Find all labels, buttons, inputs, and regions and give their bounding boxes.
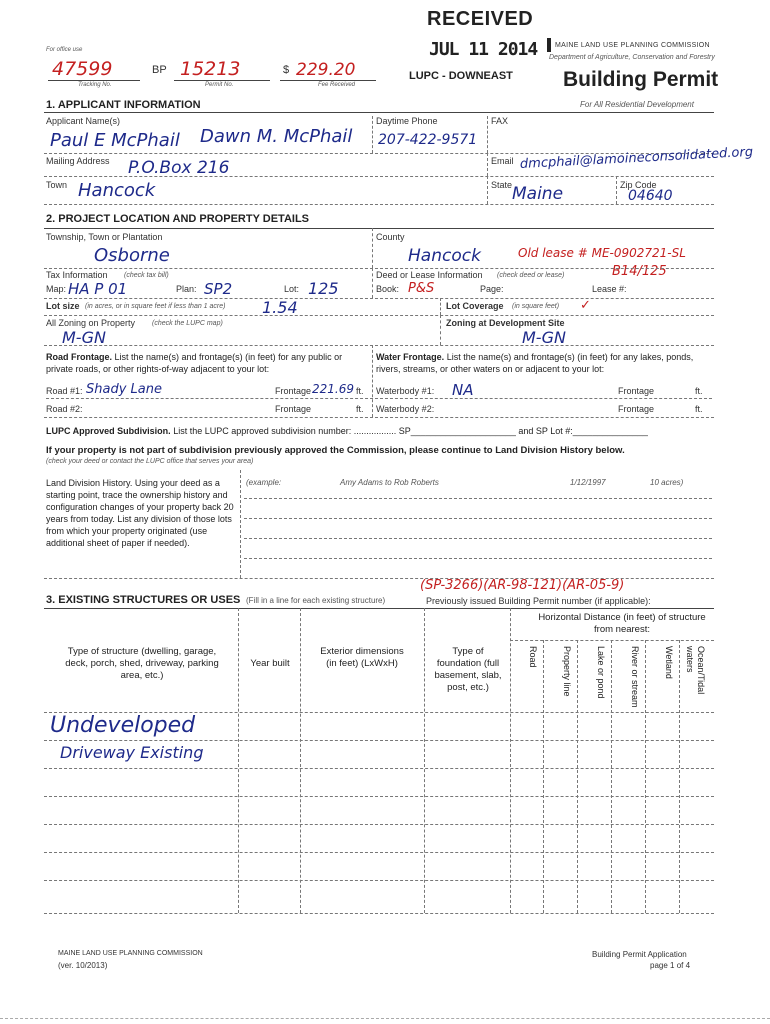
section2-heading: 2. PROJECT LOCATION AND PROPERTY DETAILS — [46, 213, 310, 225]
footer-version: (ver. 10/2013) — [58, 961, 108, 970]
zoning-site-value: M-GN — [522, 328, 566, 347]
footer-doc: Building Permit Application — [592, 950, 687, 959]
previous-permits-label: Previously issued Building Permit number (if applicable): — [426, 596, 651, 606]
state-value: Maine — [512, 184, 564, 204]
bp-label: BP — [152, 64, 167, 76]
waterbody1-ft: ft. — [695, 386, 703, 396]
old-lease-note: Old lease # ME-0902721-SL — [518, 246, 686, 260]
county-label: County — [376, 232, 405, 242]
mailing-label: Mailing Address — [46, 156, 110, 166]
tax-hint: (check tax bill) — [124, 272, 169, 279]
dist-col-road: Road — [528, 646, 538, 668]
road-frontage-desc — [46, 351, 368, 375]
waterbody1-value: NA — [452, 381, 474, 399]
subdivision-title: LUPC Approved Subdivision. — [46, 426, 171, 436]
waterbody1-label: Waterbody #1: — [376, 386, 435, 396]
agency-name: MAINE LAND USE PLANNING COMMISSION — [555, 42, 710, 49]
section3-hint: (Fill in a line for each existing structure) — [246, 596, 386, 605]
zoning-site-label: Zoning at Development Site — [446, 318, 565, 328]
dist-col-property-line: Property line — [562, 646, 572, 697]
tracking-label: Tracking No. — [78, 82, 112, 88]
page-label: Page: — [480, 284, 504, 294]
waterbody1-frontage-label: Frontage — [618, 386, 655, 396]
permit-label: Permit No. — [205, 82, 234, 88]
email-value: dmcphail@lamoineconsolidated.org — [519, 144, 754, 172]
example-date: 1/12/1997 — [570, 478, 606, 487]
fax-label: FAX — [491, 116, 509, 126]
water-frontage-title: Water Frontage. — [376, 352, 445, 362]
stamp-date: JUL 11 2014 — [429, 39, 538, 60]
road1-value: Shady Lane — [86, 382, 162, 397]
road2-frontage-label: Frontage — [275, 404, 312, 414]
lot-value: 125 — [308, 279, 339, 298]
zip-value: 04640 — [628, 188, 673, 204]
stamp-received: RECEIVED — [427, 8, 534, 30]
permit-number: 15213 — [180, 58, 241, 80]
coverage-check: ✓ — [580, 298, 591, 313]
lotsize-hint: (in acres, or in square feet if less than 1 acre) — [85, 303, 226, 310]
structure-row-2: Driveway Existing — [60, 743, 204, 762]
state-label: State — [491, 180, 513, 190]
lot-label: Lot: — [284, 284, 300, 294]
applicant-name-2: Dawn M. McPhail — [200, 126, 353, 147]
phone-value: 207-422-9571 — [378, 132, 478, 148]
waterbody2-ft: ft. — [695, 404, 703, 414]
waterbody2-frontage-label: Frontage — [618, 404, 655, 414]
lotsize-value: 1.54 — [262, 298, 298, 317]
fee-amount: 229.20 — [296, 60, 356, 80]
plan-value: SP2 — [204, 280, 233, 298]
col-dims-header: Exterior dimensions (in feet) (LxWxH) — [320, 646, 404, 669]
road1-label: Road #1: — [46, 386, 83, 396]
example-names: Amy Adams to Rob Roberts — [340, 478, 439, 487]
town-value: Hancock — [78, 180, 156, 201]
section1-heading: 1. APPLICANT INFORMATION — [46, 99, 201, 111]
col-year-header: Year built — [250, 658, 290, 669]
col-foundation-header: Type of foundation (full basement, slab, post, etc.) — [434, 646, 502, 693]
road2-label: Road #2: — [46, 404, 83, 414]
col-type-header: Type of structure (dwelling, garage, deck, porch, shed, driveway, parking area, etc.) — [65, 646, 219, 681]
history-hint: (check your deed or contact the LUPC office that serves your area) — [46, 458, 254, 465]
email-label: Email — [491, 156, 514, 166]
map-label: Map: — [46, 284, 67, 294]
water-frontage-text: List the name(s) and frontage(s) (in feet) for any lakes, ponds, rivers, streams, or other waters on or adjacent to your lot: — [376, 352, 694, 374]
footer-agency: MAINE LAND USE PLANNING COMMISSION — [58, 950, 203, 957]
lease-label: Lease #: — [592, 284, 627, 294]
book-label: Book: — [376, 284, 400, 294]
coverage-label: Lot Coverage — [446, 301, 504, 311]
subdivision-text: List the LUPC approved subdivision number: ................. SP_____________________ and SP Lot #:_______________ — [170, 426, 648, 436]
department-name: Department of Agriculture, Conservation and Forestry — [549, 54, 715, 61]
phone-label: Daytime Phone — [376, 116, 438, 126]
road1-frontage-label: Frontage — [275, 386, 312, 396]
county-value: Hancock — [408, 246, 481, 266]
road1-ft: ft. — [356, 386, 364, 396]
lotsize-label: Lot size — [46, 301, 80, 311]
waterbody2-label: Waterbody #2: — [376, 404, 435, 414]
plan-label: Plan: — [176, 284, 197, 294]
town-label: Town — [46, 180, 68, 190]
applicant-label: Applicant Name(s) — [46, 116, 121, 126]
map-value: HA P 01 — [68, 280, 128, 298]
example-label: (example: — [246, 478, 282, 487]
deed-label: Deed or Lease Information — [376, 270, 483, 280]
book-page-note: B14/125 — [612, 264, 667, 279]
township-value: Osborne — [94, 245, 170, 266]
zoning-hint: (check the LUPC map) — [152, 320, 223, 327]
deed-hint: (check deed or lease) — [497, 272, 565, 279]
dist-col-lake: Lake or pond — [596, 646, 606, 699]
road2-ft: ft. — [356, 404, 364, 414]
zip-label: Zip Code — [620, 180, 657, 190]
stamp-office: LUPC - DOWNEAST — [409, 70, 513, 82]
land-division-text: Land Division History. Using your deed as a starting point, trace the ownership history and configuration changes of your property back 20 years from today. List any division of those lots from which your property originated (use additional sheet of paper if needed). — [46, 478, 234, 548]
coverage-hint: (in square feet) — [512, 303, 560, 310]
form-title: Building Permit — [563, 68, 719, 91]
section3-heading: 3. EXISTING STRUCTURES OR USES — [46, 594, 241, 606]
subdivision-line — [46, 426, 648, 436]
footer-page: page 1 of 4 — [650, 961, 691, 970]
water-frontage-desc — [376, 351, 712, 375]
book-value: P&S — [408, 281, 435, 296]
history-intro-text: If your property is not part of subdivision previously approved the Commission, please continue to Land Division History below. — [46, 445, 625, 456]
dollar-sign: $ — [283, 64, 290, 76]
dist-col-wetland: Wetland — [664, 646, 674, 679]
zoning-value: M-GN — [62, 328, 106, 347]
township-label: Township, Town or Plantation — [46, 232, 163, 242]
applicant-name-1: Paul E McPhail — [50, 130, 180, 151]
mailing-value: P.O.Box 216 — [128, 158, 230, 178]
structure-row-1: Undeveloped — [50, 713, 196, 738]
dist-col-river: River or stream — [630, 646, 640, 708]
received-stamp — [405, 8, 545, 86]
previous-permits: (SP-3266)(AR-98-121)(AR-05-9) — [420, 578, 625, 593]
fee-label: Fee Received — [318, 82, 356, 88]
tracking-number: 47599 — [52, 58, 113, 80]
col-distance-header: Horizontal Distance (in feet) of structure from nearest: — [538, 612, 706, 635]
form-subtitle: For All Residential Development — [580, 100, 694, 109]
road-frontage-text: List the name(s) and frontage(s) (in feet) for any public or private roads, or other rights-of-way adjacent to your lot: — [46, 352, 343, 374]
zoning-label: All Zoning on Property — [46, 318, 136, 328]
tax-label: Tax Information — [46, 270, 108, 280]
example-acres: 10 acres) — [650, 478, 684, 487]
road1-frontage-value: 221.69 — [312, 382, 354, 396]
dist-col-ocean: Ocean/Tidal waters — [685, 646, 706, 695]
history-intro — [46, 445, 625, 456]
office-use-label: For office use — [46, 47, 83, 53]
road-frontage-title: Road Frontage. — [46, 352, 113, 362]
